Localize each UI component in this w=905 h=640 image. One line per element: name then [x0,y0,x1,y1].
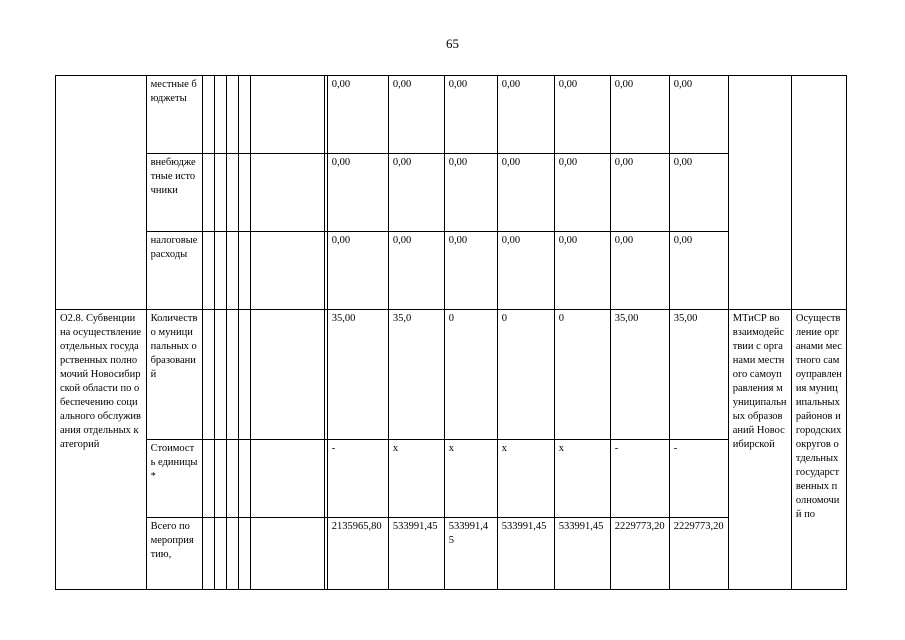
value-cell: 0,00 [554,76,610,154]
value-cell: 0 [554,310,610,440]
table-row [56,76,847,154]
value-cell: - [669,440,728,518]
value-cell: х [388,440,444,518]
value-cell: - [327,440,388,518]
value-cell: 0,00 [610,232,669,310]
value-cell: 35,00 [327,310,388,440]
value-cell: 0,00 [610,76,669,154]
value-cell: 0,00 [554,154,610,232]
value-cell: 0 [444,310,497,440]
value-cell: 0,00 [554,232,610,310]
value-cell: 35,0 [388,310,444,440]
value-cell: 0,00 [444,76,497,154]
value-cell: 35,00 [669,310,728,440]
value-cell: 0,00 [497,76,554,154]
value-cell: 0,00 [497,154,554,232]
value-cell: 0,00 [669,154,728,232]
value-cell: 0,00 [444,154,497,232]
blank-cell [56,76,147,310]
value-cell: 0,00 [327,232,388,310]
value-cell: 0,00 [327,154,388,232]
value-cell: 2135965,80 [327,518,388,590]
value-cell: 0,00 [327,76,388,154]
indicator-cell: Всего по мероприятию, [146,518,202,590]
value-cell: 533991,45 [444,518,497,590]
value-cell: - [610,440,669,518]
indicator-cell: Стоимость единицы* [146,440,202,518]
table-row [56,440,847,518]
value-cell: 0 [497,310,554,440]
table-row [56,154,847,232]
value-cell: 0,00 [497,232,554,310]
value-cell: х [444,440,497,518]
value-cell: х [554,440,610,518]
indicator-cell: налоговые расходы [146,232,202,310]
measure-name-cell: О2.8. Субвенции на осуществление отдельных государственных полномочий Новосибирской области по обеспечению социального обслуживания отдельных категорий [56,310,147,590]
value-cell: 0,00 [669,76,728,154]
indicator-cell: Количество муниципальных образований [146,310,202,440]
value-cell: 0,00 [388,76,444,154]
value-cell: 533991,45 [497,518,554,590]
result-cell: Осуществление органами местного самоуправления муниципальных районов и городских округов отдельных государственных полномочий по [791,310,846,590]
value-cell: 533991,45 [388,518,444,590]
value-cell: 0,00 [610,154,669,232]
program-measures-table [55,75,847,590]
table-row [56,518,847,590]
executor-cell: МТиСР во взаимодействии с органами местного самоуправления муниципальных образований Новосибирской [728,310,791,590]
value-cell: 2229773,20 [669,518,728,590]
table-row [56,232,847,310]
value-cell: 35,00 [610,310,669,440]
indicator-cell: внебюджетные источники [146,154,202,232]
value-cell: х [497,440,554,518]
value-cell: 2229773,20 [610,518,669,590]
value-cell: 0,00 [444,232,497,310]
blank-cell [728,76,791,310]
value-cell: 0,00 [669,232,728,310]
value-cell: 533991,45 [554,518,610,590]
indicator-cell: местные бюджеты [146,76,202,154]
blank-cell [791,76,846,310]
value-cell: 0,00 [388,232,444,310]
table-row [56,310,847,440]
value-cell: 0,00 [388,154,444,232]
page-number: 65 [446,36,459,51]
